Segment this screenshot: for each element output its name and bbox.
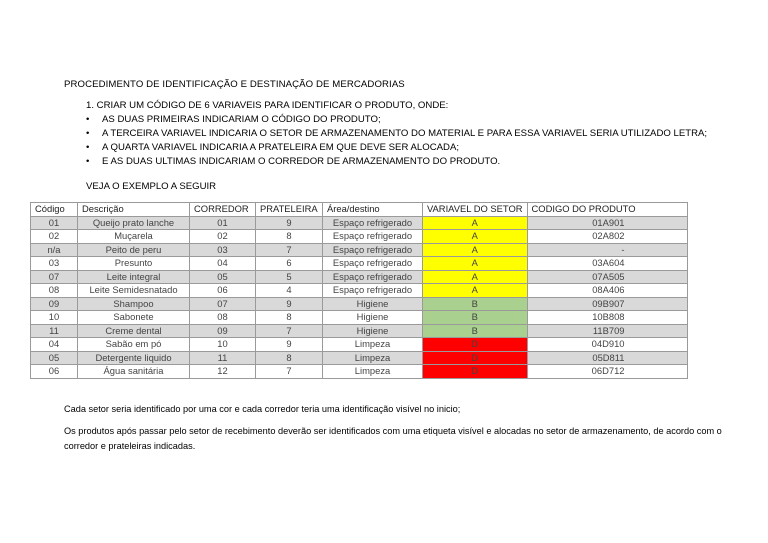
cell-variavel-setor: A <box>423 257 528 271</box>
bullet-text: E AS DUAS ULTIMAS INDICARIAM O CORREDOR DE ARMAZENAMENTO DO PRODUTO. <box>102 156 501 167</box>
cell-prateleira: 7 <box>256 324 323 338</box>
document-title: PROCEDIMENTO DE IDENTIFICAÇÃO E DESTINAÇÃO DE MERCADORIAS <box>64 79 405 90</box>
cell-variavel-setor: B <box>423 324 528 338</box>
table-row <box>31 351 688 365</box>
header-codigo-produto: CODIGO DO PRODUTO <box>527 203 687 217</box>
cell-area: Limpeza <box>323 365 423 379</box>
cell-descricao: Presunto <box>78 257 190 271</box>
cell-area: Espaço refrigerado <box>323 216 423 230</box>
cell-corredor: 07 <box>190 297 256 311</box>
cell-codigo-produto: 08A406 <box>527 284 687 298</box>
cell-corredor: 12 <box>190 365 256 379</box>
cell-codigo: 09 <box>31 297 78 311</box>
cell-prateleira: 5 <box>256 270 323 284</box>
cell-variavel-setor: B <box>423 297 528 311</box>
cell-corredor: 09 <box>190 324 256 338</box>
cell-codigo: n/a <box>31 243 78 257</box>
cell-codigo: 10 <box>31 311 78 325</box>
cell-descricao: Muçarela <box>78 230 190 244</box>
cell-corredor: 01 <box>190 216 256 230</box>
cell-codigo: 08 <box>31 284 78 298</box>
cell-descricao: Sabonete <box>78 311 190 325</box>
table-row <box>31 338 688 352</box>
table-row <box>31 297 688 311</box>
cell-prateleira: 9 <box>256 216 323 230</box>
cell-prateleira: 9 <box>256 338 323 352</box>
cell-codigo-produto: 05D811 <box>527 351 687 365</box>
cell-descricao: Queijo prato lanche <box>78 216 190 230</box>
cell-codigo-produto: 03A604 <box>527 257 687 271</box>
cell-area: Higiene <box>323 324 423 338</box>
cell-codigo-produto: 07A505 <box>527 270 687 284</box>
bullet-item <box>86 127 707 141</box>
cell-codigo: 01 <box>31 216 78 230</box>
cell-variavel-setor: A <box>423 284 528 298</box>
product-code-table <box>30 202 688 379</box>
bullet-dot-icon: • <box>86 156 90 167</box>
cell-codigo: 02 <box>31 230 78 244</box>
cell-prateleira: 9 <box>256 297 323 311</box>
cell-corredor: 02 <box>190 230 256 244</box>
cell-corredor: 06 <box>190 284 256 298</box>
cell-codigo-produto: 10B808 <box>527 311 687 325</box>
table-row <box>31 243 688 257</box>
table-row <box>31 311 688 325</box>
header-area: Área/destino <box>323 203 423 217</box>
table-row <box>31 324 688 338</box>
table-row <box>31 270 688 284</box>
header-variavel-setor: VARIAVEL DO SETOR <box>423 203 528 217</box>
cell-codigo: 06 <box>31 365 78 379</box>
cell-variavel-setor: D <box>423 365 528 379</box>
bullet-item <box>86 141 707 155</box>
table-row <box>31 216 688 230</box>
cell-descricao: Sabão em pó <box>78 338 190 352</box>
cell-codigo: 05 <box>31 351 78 365</box>
cell-codigo: 07 <box>31 270 78 284</box>
cell-variavel-setor: D <box>423 338 528 352</box>
bullet-dot-icon: • <box>86 114 90 125</box>
cell-area: Limpeza <box>323 338 423 352</box>
cell-descricao: Shampoo <box>78 297 190 311</box>
header-prateleira: PRATELEIRA <box>256 203 323 217</box>
cell-codigo: 03 <box>31 257 78 271</box>
cell-prateleira: 8 <box>256 351 323 365</box>
cell-area: Higiene <box>323 297 423 311</box>
cell-codigo-produto: 02A802 <box>527 230 687 244</box>
cell-codigo-produto: 01A901 <box>527 216 687 230</box>
cell-variavel-setor: B <box>423 311 528 325</box>
cell-area: Espaço refrigerado <box>323 270 423 284</box>
note-product-labeling: Os produtos após passar pelo setor de recebimento deverão ser identificados com uma etiqueta visível e alocadas no setor de armazenamento, de acordo com o corredor e prateleiras indicadas. <box>64 426 722 451</box>
note-sector-identification: Cada setor seria identificado por uma cor e cada corredor teria uma identificação visível no inicio; <box>64 404 461 414</box>
cell-area: Espaço refrigerado <box>323 230 423 244</box>
bullet-dot-icon: • <box>86 128 90 139</box>
table-row <box>31 257 688 271</box>
cell-corredor: 05 <box>190 270 256 284</box>
step-1: 1. CRIAR UM CÓDIGO DE 6 VARIAVEIS PARA IDENTIFICAR O PRODUTO, ONDE: <box>86 100 449 111</box>
table-row <box>31 230 688 244</box>
bullet-item <box>86 155 707 169</box>
cell-codigo-produto: - <box>527 243 687 257</box>
cell-variavel-setor: A <box>423 216 528 230</box>
cell-corredor: 10 <box>190 338 256 352</box>
cell-codigo-produto: 06D712 <box>527 365 687 379</box>
bullet-text: AS DUAS PRIMEIRAS INDICARIAM O CÓDIGO DO PRODUTO; <box>102 114 381 125</box>
bullet-dot-icon: • <box>86 142 90 153</box>
cell-variavel-setor: A <box>423 243 528 257</box>
table-body <box>31 216 688 378</box>
bullet-text: A QUARTA VARIAVEL INDICARIA A PRATELEIRA EM QUE DEVE SER ALOCADA; <box>102 142 460 153</box>
table-row <box>31 365 688 379</box>
cell-descricao: Água sanitária <box>78 365 190 379</box>
cell-corredor: 08 <box>190 311 256 325</box>
cell-area: Higiene <box>323 311 423 325</box>
table-header-row <box>31 203 688 217</box>
table-row <box>31 284 688 298</box>
cell-codigo-produto: 11B709 <box>527 324 687 338</box>
cell-codigo: 04 <box>31 338 78 352</box>
cell-codigo-produto: 09B907 <box>527 297 687 311</box>
cell-descricao: Creme dental <box>78 324 190 338</box>
header-codigo: Código <box>31 203 78 217</box>
header-corredor: CORREDOR <box>190 203 256 217</box>
example-label: VEJA O EXEMPLO A SEGUIR <box>86 181 217 192</box>
bullet-text: A TERCEIRA VARIAVEL INDICARIA O SETOR DE ARMAZENAMENTO DO MATERIAL E PARA ESSA VARIAVEL SERIA UTILIZADO LETRA; <box>102 128 708 139</box>
cell-codigo-produto: 04D910 <box>527 338 687 352</box>
cell-area: Limpeza <box>323 351 423 365</box>
cell-descricao: Leite Semidesnatado <box>78 284 190 298</box>
cell-prateleira: 8 <box>256 230 323 244</box>
cell-descricao: Leite integral <box>78 270 190 284</box>
cell-variavel-setor: A <box>423 270 528 284</box>
bullet-item <box>86 113 707 127</box>
cell-area: Espaço refrigerado <box>323 243 423 257</box>
cell-variavel-setor: A <box>423 230 528 244</box>
cell-area: Espaço refrigerado <box>323 284 423 298</box>
cell-prateleira: 7 <box>256 365 323 379</box>
cell-descricao: Peito de peru <box>78 243 190 257</box>
cell-prateleira: 6 <box>256 257 323 271</box>
cell-area: Espaço refrigerado <box>323 257 423 271</box>
bullet-list <box>86 113 707 169</box>
cell-corredor: 11 <box>190 351 256 365</box>
cell-codigo: 11 <box>31 324 78 338</box>
cell-prateleira: 8 <box>256 311 323 325</box>
cell-corredor: 04 <box>190 257 256 271</box>
cell-descricao: Detergente liquido <box>78 351 190 365</box>
cell-corredor: 03 <box>190 243 256 257</box>
cell-prateleira: 4 <box>256 284 323 298</box>
header-descricao: Descrição <box>78 203 190 217</box>
cell-prateleira: 7 <box>256 243 323 257</box>
cell-variavel-setor: D <box>423 351 528 365</box>
